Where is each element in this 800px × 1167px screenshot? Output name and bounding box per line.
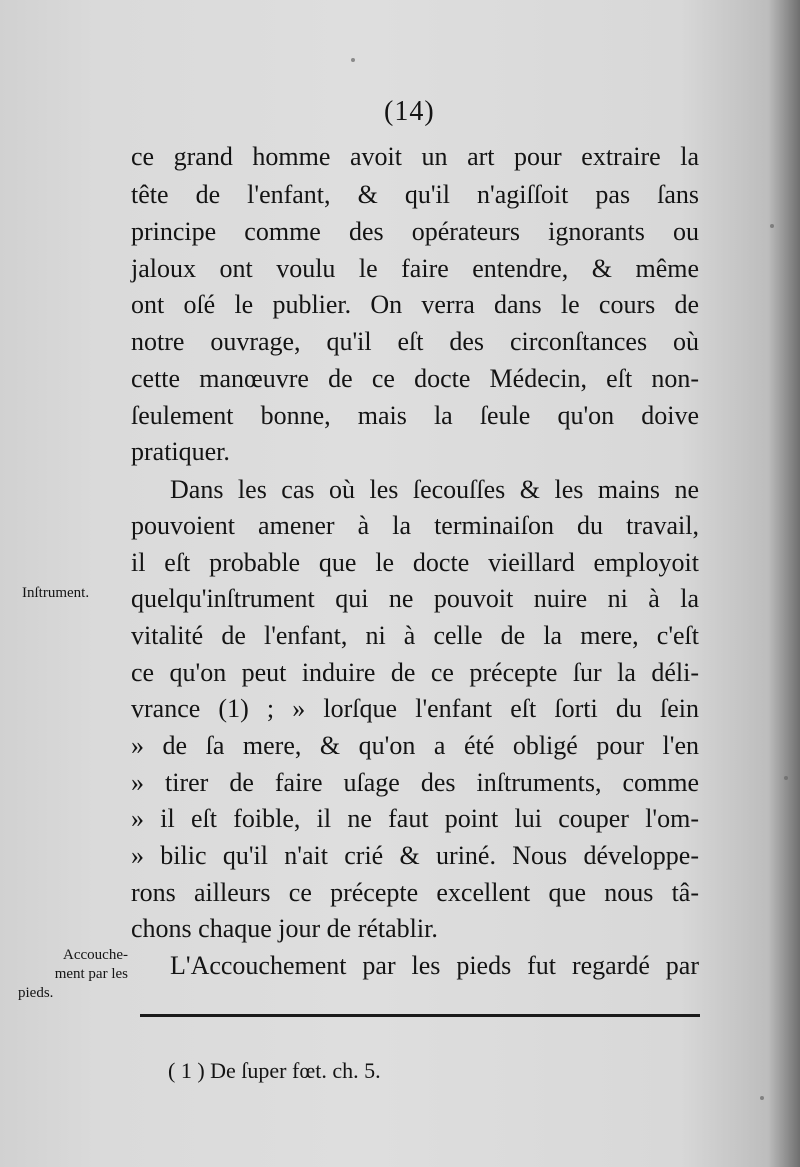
margin-note-instrument: Inſtrument.: [22, 585, 90, 601]
paper-speck: [351, 58, 355, 62]
body-line-5: ont oſé le publier. On verra dans le cours de: [131, 290, 699, 319]
paper-speck: [760, 1096, 764, 1100]
margin-note-accouchement-line-3: pieds.: [18, 985, 54, 1001]
paper-speck: [770, 224, 774, 228]
body-line-22: chons chaque jour de rétablir.: [131, 914, 438, 943]
paper-speck: [784, 776, 788, 780]
body-line-2: tête de l'enfant, & qu'il n'agiſſoit pas ſans: [131, 180, 699, 209]
body-line-17: » de ſa mere, & qu'on a été obligé pour l'en: [131, 731, 699, 760]
footnote-rule: [140, 1014, 700, 1017]
body-line-8: ſeulement bonne, mais la ſeule qu'on doive: [131, 401, 699, 430]
margin-note-accouchement-line-1: Accouche-: [63, 947, 128, 963]
body-line-4: jaloux ont voulu le faire entendre, & même: [131, 254, 699, 283]
body-line-15: ce qu'on peut induire de ce précepte ſur la déli-: [131, 658, 699, 687]
body-line-19: » il eſt foible, il ne faut point lui couper l'om-: [131, 804, 699, 833]
body-line-3: principe comme des opérateurs ignorants ou: [131, 217, 699, 246]
body-line-1: ce grand homme avoit un art pour extraire la: [131, 142, 699, 171]
body-line-6: notre ouvrage, qu'il eſt des circonſtances où: [131, 327, 699, 356]
body-line-11: pouvoient amener à la terminaiſon du travail,: [131, 511, 699, 540]
body-line-18: » tirer de faire uſage des inſtruments, comme: [131, 768, 699, 797]
body-line-10: Dans les cas où les ſecouſſes & les mains ne: [170, 475, 699, 504]
body-line-21: rons ailleurs ce précepte excellent que nous tâ-: [131, 878, 699, 907]
body-line-14: vitalité de l'enfant, ni à celle de la mere, c'eſt: [131, 621, 699, 650]
body-line-12: il eſt probable que le docte vieillard employoit: [131, 548, 699, 577]
body-line-13: quelqu'inſtrument qui ne pouvoit nuire ni à la: [131, 584, 699, 613]
body-line-23: L'Accouchement par les pieds fut regardé par: [170, 951, 699, 980]
page-number: (14): [384, 96, 435, 127]
body-line-7: cette manœuvre de ce docte Médecin, eſt non-: [131, 364, 699, 393]
body-line-16: vrance (1) ; » lorſque l'enfant eſt ſorti du ſein: [131, 694, 699, 723]
margin-note-accouchement-line-2: ment par les: [54, 966, 128, 982]
body-line-9: pratiquer.: [131, 437, 230, 466]
body-line-20: » bilic qu'il n'ait crié & uriné. Nous développe-: [131, 841, 699, 870]
footnote: ( 1 ) De ſuper fœt. ch. 5.: [168, 1058, 381, 1083]
